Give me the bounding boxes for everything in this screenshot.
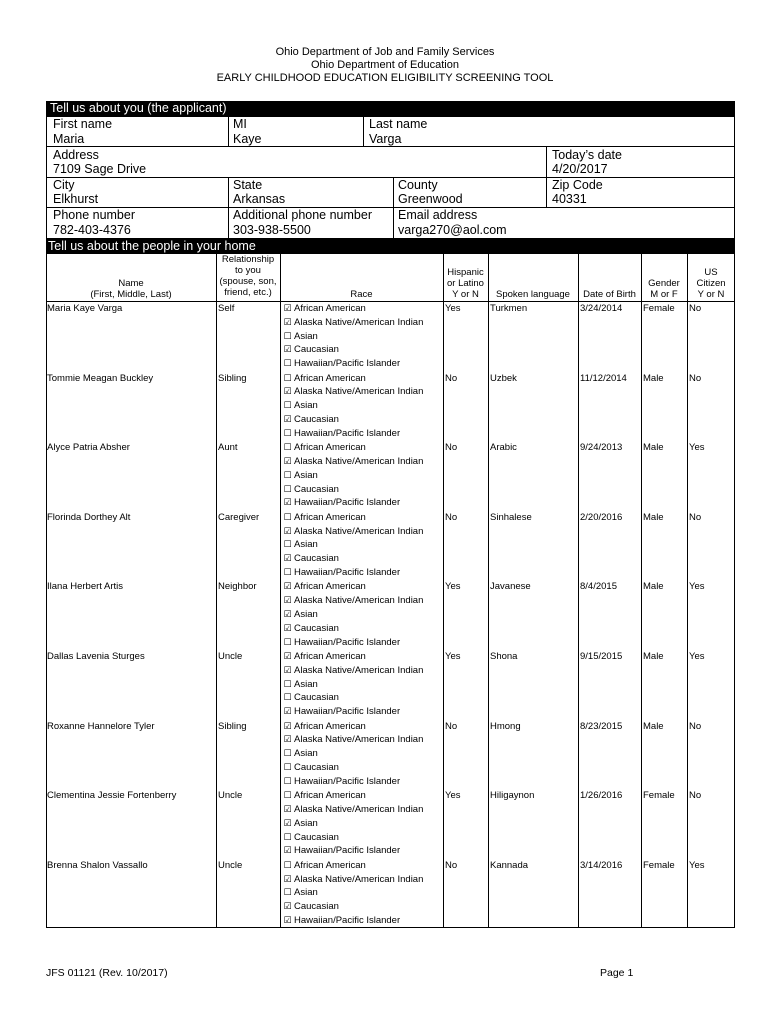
person-relationship[interactable]: Sibling	[218, 372, 247, 384]
race-option[interactable]	[283, 594, 423, 608]
checked-box-icon[interactable]: ☑	[283, 525, 292, 536]
person-race	[283, 859, 423, 928]
race-option[interactable]	[283, 691, 423, 705]
race-option-label: Caucasian	[294, 413, 339, 425]
person-dob[interactable]: 2/20/2016	[580, 511, 623, 523]
additional-phone-field[interactable]: 303-938-5500	[233, 223, 311, 237]
unchecked-box-icon[interactable]: ☐	[283, 775, 292, 786]
page-number: Page 1	[600, 967, 634, 979]
race-option-label: Hawaiian/Pacific Islander	[294, 358, 401, 370]
race-option[interactable]	[283, 538, 423, 552]
first-name-label: First name	[53, 117, 113, 131]
additional-phone-label: Additional phone number	[233, 208, 372, 222]
unchecked-box-icon[interactable]: ☐	[283, 539, 292, 550]
person-citizen[interactable]: Yes	[689, 442, 705, 454]
person-name[interactable]: Clementina Jessie Fortenberry	[47, 790, 177, 802]
person-language[interactable]: Uzbek	[490, 372, 517, 384]
race-option[interactable]	[283, 413, 423, 427]
race-option-label: Hawaiian/Pacific Islander	[294, 775, 401, 787]
person-name[interactable]: Florinda Dorthey Alt	[47, 511, 131, 523]
race-option[interactable]	[283, 372, 423, 386]
race-option-label: African American	[294, 372, 366, 384]
todays-date-field[interactable]: 4/20/2017	[552, 162, 608, 176]
race-option-label: African American	[294, 859, 366, 871]
checked-box-icon[interactable]: ☑	[283, 706, 292, 717]
mi-field[interactable]: Kaye	[233, 132, 262, 146]
person-race	[283, 511, 423, 580]
email-label: Email address	[398, 208, 478, 222]
race-option[interactable]	[283, 789, 423, 803]
person-language[interactable]: Shona	[490, 651, 518, 662]
race-option-label: Alaska Native/American Indian	[294, 316, 424, 328]
person-language[interactable]: Hmong	[490, 720, 521, 732]
header-relationship: Relationship to you (spouse, son, friend, etc.)	[219, 254, 277, 298]
person-language[interactable]: Sinhalese	[490, 511, 532, 523]
checked-box-icon[interactable]: ☑	[283, 845, 292, 856]
person-hispanic[interactable]: No	[445, 720, 458, 732]
checked-box-icon[interactable]: ☑	[283, 914, 292, 925]
race-option-label: Asian	[294, 748, 318, 760]
person-gender[interactable]: Male	[643, 372, 664, 384]
race-option-label: Hawaiian/Pacific Islander	[294, 427, 401, 439]
race-option[interactable]	[283, 399, 423, 413]
header-citizen: US Citizen Y or N	[696, 267, 726, 300]
city-field[interactable]: Elkhurst	[53, 192, 99, 206]
person-dob[interactable]: 1/26/2016	[580, 790, 623, 802]
race-option[interactable]	[283, 831, 423, 845]
race-option[interactable]	[283, 775, 423, 789]
unchecked-box-icon[interactable]: ☐	[283, 469, 292, 480]
race-option[interactable]	[283, 525, 423, 539]
header-name: Name (First, Middle, Last)	[90, 278, 172, 300]
header-dob: Date of Birth	[583, 289, 636, 300]
race-option-label: Asian	[294, 400, 318, 412]
person-gender[interactable]: Female	[643, 303, 675, 314]
person-name[interactable]: Maria Kaye Varga	[47, 303, 123, 314]
person-name[interactable]: Roxanne Hannelore Tyler	[47, 720, 155, 732]
checked-box-icon[interactable]: ☑	[283, 581, 292, 592]
checked-box-icon[interactable]: ☑	[283, 622, 292, 633]
person-citizen[interactable]: No	[689, 790, 702, 802]
person-citizen[interactable]: Yes	[689, 651, 705, 662]
race-option[interactable]	[283, 650, 423, 664]
unchecked-box-icon[interactable]: ☐	[283, 790, 292, 801]
race-option[interactable]	[283, 496, 423, 510]
person-gender[interactable]: Male	[643, 651, 664, 662]
person-relationship[interactable]: Neighbor	[218, 581, 257, 593]
race-option[interactable]	[283, 844, 423, 858]
person-citizen[interactable]: No	[689, 511, 702, 523]
zip-code-field[interactable]: 40331	[552, 192, 587, 206]
race-option-label: Caucasian	[294, 344, 339, 356]
person-race	[283, 580, 423, 649]
person-race	[283, 720, 423, 789]
race-option-label: Alaska Native/American Indian	[294, 803, 424, 815]
person-race	[283, 441, 423, 510]
race-option-label: Alaska Native/American Indian	[294, 664, 424, 676]
checked-box-icon[interactable]: ☑	[283, 608, 292, 619]
person-gender[interactable]: Female	[643, 859, 675, 871]
person-gender[interactable]: Male	[643, 511, 664, 523]
race-option-label: African American	[294, 511, 366, 523]
person-gender[interactable]: Female	[643, 790, 675, 802]
person-citizen[interactable]: Yes	[689, 859, 705, 871]
person-hispanic[interactable]: Yes	[445, 790, 461, 802]
form-id: JFS 01121 (Rev. 10/2017)	[46, 967, 168, 979]
race-option[interactable]	[283, 705, 423, 719]
race-option-label: African American	[294, 442, 366, 454]
person-citizen[interactable]: Yes	[689, 581, 705, 593]
race-option[interactable]	[283, 622, 423, 636]
race-option-label: Caucasian	[294, 553, 339, 565]
person-relationship[interactable]: Uncle	[218, 651, 243, 662]
person-language[interactable]: Turkmen	[490, 303, 528, 314]
race-option[interactable]	[283, 385, 423, 399]
race-option-label: Caucasian	[294, 622, 339, 634]
header-race: Race	[350, 289, 373, 300]
person-language[interactable]: Kannada	[490, 859, 529, 871]
checked-box-icon[interactable]: ☑	[283, 803, 292, 814]
person-hispanic[interactable]: No	[445, 859, 458, 871]
person-hispanic[interactable]: No	[445, 372, 458, 384]
race-option-label: Asian	[294, 469, 318, 481]
race-option[interactable]	[283, 357, 423, 371]
person-name[interactable]: Ilana Herbert Artis	[47, 581, 124, 593]
race-option-label: Asian	[294, 539, 318, 551]
county-label: County	[398, 178, 438, 192]
address-field[interactable]: 7109 Sage Drive	[53, 162, 147, 176]
person-race	[283, 302, 423, 371]
unchecked-box-icon[interactable]: ☐	[283, 692, 292, 703]
race-option[interactable]	[283, 302, 423, 316]
person-name[interactable]: Brenna Shalon Vassallo	[47, 859, 148, 871]
form-title: EARLY CHILDHOOD EDUCATION ELIGIBILITY SCREENING TOOL	[216, 72, 554, 84]
unchecked-box-icon[interactable]: ☐	[283, 511, 292, 522]
person-relationship[interactable]: Sibling	[218, 720, 247, 732]
unchecked-box-icon[interactable]: ☐	[283, 887, 292, 898]
race-option-label: Alaska Native/American Indian	[294, 525, 424, 537]
person-gender[interactable]: Male	[643, 581, 664, 593]
person-dob[interactable]: 9/24/2013	[580, 442, 623, 454]
header-language: Spoken language	[496, 289, 570, 300]
header-hispanic: Hispanic or Latino Y or N	[447, 267, 484, 300]
race-option-label: Alaska Native/American Indian	[294, 595, 424, 607]
race-option-label: Hawaiian/Pacific Islander	[294, 566, 401, 578]
race-option-label: Caucasian	[294, 692, 339, 704]
race-option[interactable]	[283, 580, 423, 594]
person-relationship[interactable]: Self	[218, 303, 235, 314]
person-citizen[interactable]: No	[689, 720, 702, 732]
race-option[interactable]	[283, 552, 423, 566]
race-option[interactable]	[283, 427, 423, 441]
race-option[interactable]	[283, 455, 423, 469]
race-option[interactable]	[283, 469, 423, 483]
race-option[interactable]	[283, 859, 423, 873]
checked-box-icon[interactable]: ☑	[283, 664, 292, 675]
checked-box-icon[interactable]: ☑	[283, 413, 292, 424]
person-hispanic[interactable]: Yes	[445, 581, 461, 593]
unchecked-box-icon[interactable]: ☐	[283, 358, 292, 369]
race-option-label: Hawaiian/Pacific Islander	[294, 914, 401, 926]
todays-date-label: Today’s date	[552, 148, 622, 162]
person-dob[interactable]: 3/24/2014	[580, 303, 623, 314]
person-language[interactable]: Arabic	[490, 442, 517, 454]
city-label: City	[53, 178, 75, 192]
race-option[interactable]	[283, 330, 423, 344]
race-option[interactable]	[283, 720, 423, 734]
race-option-label: Alaska Native/American Indian	[294, 386, 424, 398]
person-citizen[interactable]: No	[689, 303, 702, 314]
person-race	[283, 650, 423, 719]
person-dob[interactable]: 8/4/2015	[580, 581, 617, 593]
race-option[interactable]	[283, 886, 423, 900]
checked-box-icon[interactable]: ☑	[283, 817, 292, 828]
unchecked-box-icon[interactable]: ☐	[283, 427, 292, 438]
email-field[interactable]: varga270@aol.com	[398, 223, 507, 237]
person-hispanic[interactable]: Yes	[445, 303, 461, 314]
county-field[interactable]: Greenwood	[398, 192, 463, 206]
race-option-label: Alaska Native/American Indian	[294, 455, 424, 467]
race-option-label: Asian	[294, 887, 318, 899]
person-relationship[interactable]: Caregiver	[218, 511, 260, 523]
race-option-label: Hawaiian/Pacific Islander	[294, 845, 401, 857]
race-option-label: Caucasian	[294, 761, 339, 773]
race-option[interactable]	[283, 343, 423, 357]
phone-field[interactable]: 782-403-4376	[53, 223, 131, 237]
address-label: Address	[53, 148, 99, 162]
race-option-label: Asian	[294, 608, 318, 620]
race-option-label: Asian	[294, 817, 318, 829]
person-dob[interactable]: 11/12/2014	[580, 372, 627, 384]
unchecked-box-icon[interactable]: ☐	[283, 761, 292, 772]
state-field[interactable]: Arkansas	[233, 192, 286, 206]
race-option-label: Hawaiian/Pacific Islander	[294, 636, 401, 648]
unchecked-box-icon[interactable]: ☐	[283, 400, 292, 411]
race-option-label: African American	[294, 581, 366, 593]
mi-label: MI	[233, 117, 247, 131]
department-name: Ohio Department of Education	[311, 59, 459, 71]
checked-box-icon[interactable]: ☑	[283, 316, 292, 327]
race-option[interactable]	[283, 316, 423, 330]
race-option[interactable]	[283, 900, 423, 914]
applicant-section-title: Tell us about you (the applicant)	[46, 101, 735, 116]
person-gender[interactable]: Male	[643, 442, 664, 454]
race-option-label: Asian	[294, 330, 318, 342]
race-option[interactable]	[283, 511, 423, 525]
unchecked-box-icon[interactable]: ☐	[283, 678, 292, 689]
checked-box-icon[interactable]: ☑	[283, 455, 292, 466]
unchecked-box-icon[interactable]: ☐	[283, 483, 292, 494]
person-name[interactable]: Tommie Meagan Buckley	[47, 372, 154, 384]
person-dob[interactable]: 8/23/2015	[580, 720, 623, 732]
unchecked-box-icon[interactable]: ☐	[283, 636, 292, 647]
race-option-label: Hawaiian/Pacific Islander	[294, 706, 401, 718]
person-hispanic[interactable]: No	[445, 511, 458, 523]
race-option-label: Alaska Native/American Indian	[294, 734, 424, 746]
unchecked-box-icon[interactable]: ☐	[283, 372, 292, 383]
race-option[interactable]	[283, 636, 423, 650]
race-option[interactable]	[283, 678, 423, 692]
checked-box-icon[interactable]: ☑	[283, 595, 292, 606]
header-gender: Gender M or F	[648, 278, 680, 300]
first-name-field[interactable]: Maria	[53, 132, 85, 146]
checked-box-icon[interactable]: ☑	[283, 651, 292, 661]
race-option[interactable]	[283, 733, 423, 747]
state-label: State	[233, 178, 263, 192]
person-citizen[interactable]: No	[689, 372, 702, 384]
checked-box-icon[interactable]: ☑	[283, 553, 292, 564]
person-name[interactable]: Alyce Patria Absher	[47, 442, 130, 454]
race-option-label: African American	[294, 651, 366, 662]
unchecked-box-icon[interactable]: ☐	[283, 748, 292, 759]
race-option-label: Asian	[294, 678, 318, 690]
race-option-label: Alaska Native/American Indian	[294, 873, 424, 885]
race-option-label: African American	[294, 790, 366, 802]
checked-box-icon[interactable]: ☑	[283, 901, 292, 912]
zip-code-label: Zip Code	[552, 178, 603, 192]
race-option-label: Caucasian	[294, 831, 339, 843]
race-option[interactable]	[283, 608, 423, 622]
person-relationship[interactable]: Aunt	[218, 442, 238, 454]
person-dob[interactable]: 9/15/2015	[580, 651, 623, 662]
unchecked-box-icon[interactable]: ☐	[283, 831, 292, 842]
race-option[interactable]	[283, 441, 423, 455]
race-option[interactable]	[283, 803, 423, 817]
unchecked-box-icon[interactable]: ☐	[283, 330, 292, 341]
race-option-label: African American	[294, 720, 366, 732]
person-hispanic[interactable]: No	[445, 442, 458, 454]
race-option[interactable]	[283, 914, 423, 928]
race-option-label: Caucasian	[294, 483, 339, 495]
person-race	[283, 372, 423, 441]
unchecked-box-icon[interactable]: ☐	[283, 566, 292, 577]
unchecked-box-icon[interactable]: ☐	[283, 442, 292, 453]
person-language[interactable]: Hiligaynon	[490, 790, 535, 802]
checked-box-icon[interactable]: ☑	[283, 303, 292, 313]
person-name[interactable]: Dallas Lavenia Sturges	[47, 651, 145, 662]
race-option[interactable]	[283, 664, 423, 678]
agency-name: Ohio Department of Job and Family Services	[275, 46, 495, 58]
household-section-title: Tell us about the people in your home	[46, 239, 735, 253]
race-option-label: Hawaiian/Pacific Islander	[294, 497, 401, 509]
phone-label: Phone number	[53, 208, 136, 222]
last-name-field[interactable]: Varga	[369, 132, 402, 146]
last-name-label: Last name	[369, 117, 428, 131]
person-language[interactable]: Javanese	[490, 581, 531, 593]
race-option[interactable]	[283, 566, 423, 580]
race-option[interactable]	[283, 817, 423, 831]
person-hispanic[interactable]: Yes	[445, 651, 461, 662]
checked-box-icon[interactable]: ☑	[283, 720, 292, 731]
checked-box-icon[interactable]: ☑	[283, 873, 292, 884]
checked-box-icon[interactable]: ☑	[283, 386, 292, 397]
race-option[interactable]	[283, 761, 423, 775]
person-race	[283, 789, 423, 858]
race-option[interactable]	[283, 873, 423, 887]
race-option-label: Caucasian	[294, 901, 339, 913]
person-gender[interactable]: Male	[643, 720, 664, 732]
person-dob[interactable]: 3/14/2016	[580, 859, 623, 871]
checked-box-icon[interactable]: ☑	[283, 734, 292, 745]
race-option[interactable]	[283, 747, 423, 761]
person-relationship[interactable]: Uncle	[218, 790, 243, 802]
race-option-label: African American	[294, 303, 366, 314]
checked-box-icon[interactable]: ☑	[283, 497, 292, 508]
person-relationship[interactable]: Uncle	[218, 859, 243, 871]
unchecked-box-icon[interactable]: ☐	[283, 859, 292, 870]
race-option[interactable]	[283, 483, 423, 497]
checked-box-icon[interactable]: ☑	[283, 344, 292, 355]
